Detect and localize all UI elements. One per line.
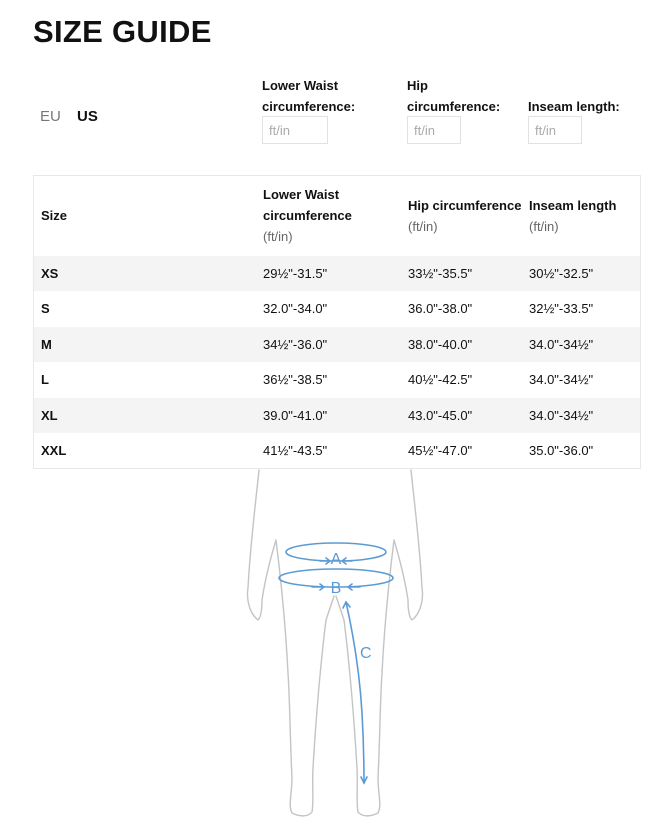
table-row — [34, 256, 641, 292]
header-waist-unit: (ft/in) — [263, 229, 293, 245]
cell-inseam: 35.0"-36.0" — [529, 443, 594, 458]
body-measurement-diagram — [240, 468, 430, 823]
header-inseam-label: Inseam length — [529, 197, 617, 213]
hip-calc-label: Hip circumference: — [407, 78, 501, 114]
inseam-input[interactable] — [528, 116, 582, 144]
table-row — [34, 398, 641, 434]
cell-inseam: 34.0"-34½" — [529, 407, 594, 423]
header-hip — [408, 176, 529, 256]
cell-size: XS — [41, 265, 59, 281]
unit-switch — [40, 108, 110, 125]
cell-waist: 41½"-43.5" — [263, 443, 328, 458]
cell-waist: 36½"-38.5" — [263, 372, 328, 388]
cell-hip: 36.0"-38.0" — [408, 301, 473, 317]
label-a: A — [330, 551, 342, 568]
header-hip-unit: (ft/in) — [408, 218, 438, 234]
cell-size: XL — [41, 407, 58, 423]
inseam-calc-label: Inseam length: — [528, 99, 620, 114]
cell-waist: 39.0"-41.0" — [263, 407, 328, 423]
table-row — [34, 327, 641, 363]
header-waist-label: Lower Waist circumference — [263, 187, 352, 224]
cell-inseam: 34.0"-34½" — [529, 336, 594, 352]
header-inseam-unit: (ft/in) — [529, 218, 559, 234]
header-inseam — [529, 176, 641, 256]
cell-inseam: 34.0"-34½" — [529, 372, 594, 388]
body-outline-left — [247, 470, 334, 816]
page-title: SIZE GUIDE — [33, 14, 212, 49]
waist-input[interactable] — [262, 116, 328, 144]
cell-size: L — [41, 372, 49, 388]
header-waist — [263, 176, 408, 256]
table-row — [34, 291, 641, 327]
table-row — [34, 362, 641, 398]
label-c: C — [360, 645, 372, 662]
table-row — [34, 433, 641, 469]
header-hip-label: Hip circumference — [408, 197, 522, 213]
cell-waist: 29½"-31.5" — [263, 265, 328, 281]
unit-eu-toggle[interactable]: EU — [40, 108, 61, 125]
header-size: Size — [41, 208, 68, 224]
cell-inseam: 30½"-32.5" — [529, 265, 594, 281]
size-table — [33, 175, 641, 469]
cell-waist: 34½"-36.0" — [263, 336, 328, 352]
cell-waist: 32.0"-34.0" — [263, 301, 328, 317]
table-header-row — [34, 176, 641, 256]
cell-inseam: 32½"-33.5" — [529, 301, 594, 317]
cell-hip: 40½"-42.5" — [408, 372, 473, 388]
inseam-measure-line — [346, 602, 364, 783]
cell-size: M — [41, 336, 52, 352]
cell-hip: 33½"-35.5" — [408, 265, 473, 281]
cell-size: S — [41, 301, 50, 317]
waist-calc-label: Lower Waist circumference: — [262, 78, 356, 114]
cell-hip: 45½"-47.0" — [408, 443, 473, 458]
unit-us-toggle[interactable]: US — [77, 108, 98, 125]
cell-hip: 38.0"-40.0" — [408, 336, 473, 352]
body-outline-right — [336, 470, 423, 816]
label-b: B — [330, 580, 342, 597]
cell-hip: 43.0"-45.0" — [408, 407, 473, 423]
hip-input[interactable] — [407, 116, 461, 144]
cell-size: XXL — [41, 443, 67, 458]
